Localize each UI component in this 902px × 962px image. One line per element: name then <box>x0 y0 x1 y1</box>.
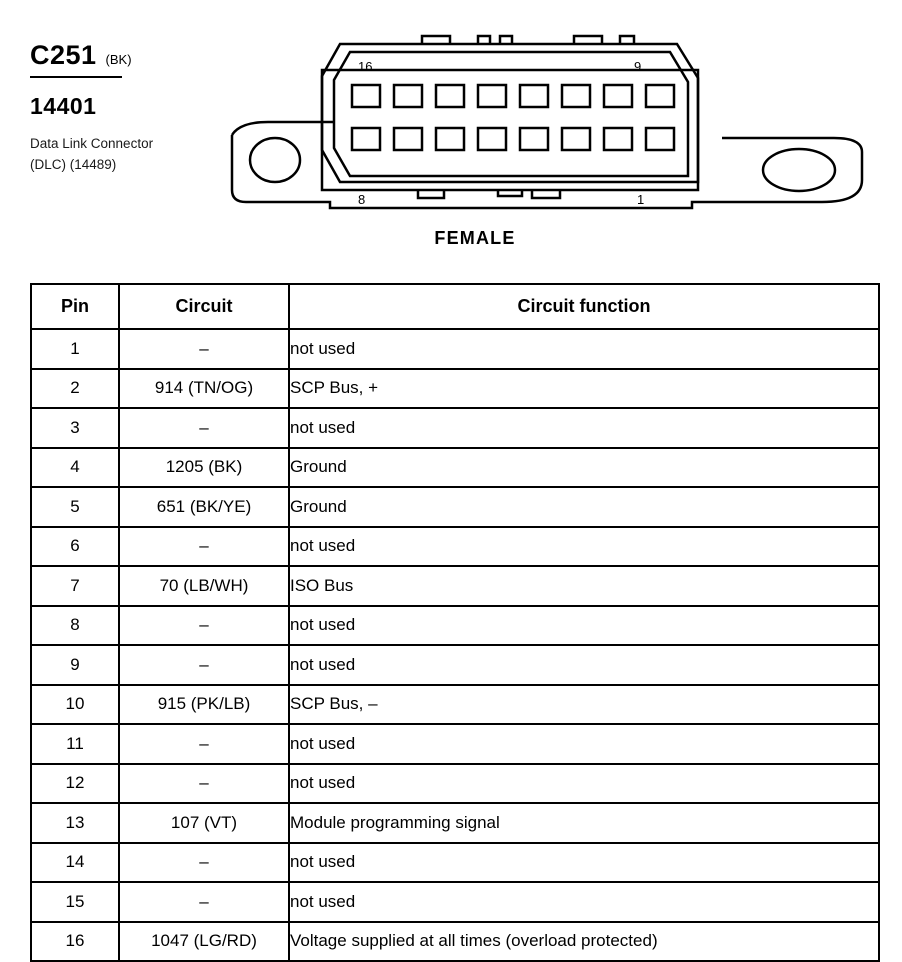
table-row <box>31 369 879 409</box>
table-row <box>31 527 879 567</box>
connector-gender-text: FEMALE <box>434 228 516 248</box>
cell-circuit-function: SCP Bus, – <box>289 685 879 725</box>
cell-circuit-function: not used <box>289 329 879 369</box>
connector-color-code: (BK) <box>105 52 132 67</box>
cavity-row-bottom <box>352 128 674 150</box>
cell-pin: 6 <box>31 527 119 567</box>
cell-circuit: – <box>119 527 289 567</box>
cell-circuit: – <box>119 606 289 646</box>
column-header-pin: Pin <box>31 284 119 329</box>
table-row <box>31 764 879 804</box>
cell-circuit: – <box>119 329 289 369</box>
cell-pin: 10 <box>31 685 119 725</box>
pin-table-body <box>31 329 879 961</box>
cell-circuit: 914 (TN/OG) <box>119 369 289 409</box>
cell-circuit-function: not used <box>289 408 879 448</box>
connector-part-number: 14401 <box>30 93 97 119</box>
connector-description-line-1: Data Link Connector <box>30 136 154 151</box>
cell-circuit: – <box>119 764 289 804</box>
cell-circuit: 70 (LB/WH) <box>119 566 289 606</box>
table-row <box>31 487 879 527</box>
cell-pin: 7 <box>31 566 119 606</box>
cell-circuit-function: not used <box>289 527 879 567</box>
table-row <box>31 329 879 369</box>
connector-diagram <box>222 30 872 205</box>
cell-pin: 12 <box>31 764 119 804</box>
connector-id-underline <box>30 76 122 78</box>
cell-pin: 14 <box>31 843 119 883</box>
cell-pin: 2 <box>31 369 119 409</box>
connector-gender-label <box>0 228 902 249</box>
column-header-circuit-function: Circuit function <box>289 284 879 329</box>
cell-pin: 5 <box>31 487 119 527</box>
cell-circuit-function: not used <box>289 724 879 764</box>
cell-pin: 4 <box>31 448 119 488</box>
cell-circuit-function: ISO Bus <box>289 566 879 606</box>
column-header-circuit: Circuit <box>119 284 289 329</box>
connector-label-block <box>30 40 220 176</box>
connector-description <box>30 134 220 176</box>
connector-id: C251 <box>30 40 97 70</box>
cell-pin: 1 <box>31 329 119 369</box>
table-row <box>31 922 879 962</box>
cell-circuit: 1205 (BK) <box>119 448 289 488</box>
table-row <box>31 408 879 448</box>
cell-circuit: 915 (PK/LB) <box>119 685 289 725</box>
pin-number-top-left: 16 <box>358 59 373 74</box>
connector-svg <box>222 30 872 210</box>
table-row <box>31 724 879 764</box>
cell-circuit: – <box>119 843 289 883</box>
cell-circuit: – <box>119 645 289 685</box>
cell-circuit-function: Module programming signal <box>289 803 879 843</box>
cell-pin: 13 <box>31 803 119 843</box>
cell-pin: 11 <box>31 724 119 764</box>
table-row <box>31 803 879 843</box>
cell-pin: 9 <box>31 645 119 685</box>
cell-pin: 8 <box>31 606 119 646</box>
cell-circuit-function: Ground <box>289 487 879 527</box>
cell-circuit-function: SCP Bus, + <box>289 369 879 409</box>
table-header-row <box>31 284 879 329</box>
cell-circuit: 1047 (LG/RD) <box>119 922 289 962</box>
cell-circuit: 107 (VT) <box>119 803 289 843</box>
cell-circuit-function: not used <box>289 843 879 883</box>
table-row <box>31 606 879 646</box>
pin-assignment-table <box>30 283 880 962</box>
cell-circuit-function: Ground <box>289 448 879 488</box>
mounting-hole-left <box>250 138 300 182</box>
cell-circuit-function: Voltage supplied at all times (overload protected) <box>289 922 879 962</box>
cavity-row-top <box>352 85 674 107</box>
table-row <box>31 843 879 883</box>
pin-number-bottom-left: 8 <box>358 192 366 207</box>
table-row <box>31 685 879 725</box>
table-row <box>31 448 879 488</box>
cell-pin: 16 <box>31 922 119 962</box>
connector-description-line-2: (DLC) (14489) <box>30 156 117 172</box>
cell-circuit-function: not used <box>289 882 879 922</box>
pin-number-top-right: 9 <box>634 59 642 74</box>
cell-pin: 3 <box>31 408 119 448</box>
cell-circuit: – <box>119 724 289 764</box>
mounting-hole-right <box>763 149 835 191</box>
cell-circuit-function: not used <box>289 645 879 685</box>
cell-circuit: – <box>119 408 289 448</box>
connector-id-row <box>30 40 220 71</box>
table-row <box>31 882 879 922</box>
connector-header <box>0 0 902 262</box>
table-row <box>31 645 879 685</box>
cell-circuit: – <box>119 882 289 922</box>
cell-circuit-function: not used <box>289 764 879 804</box>
pin-number-bottom-right: 1 <box>637 192 645 207</box>
cell-pin: 15 <box>31 882 119 922</box>
cell-circuit-function: not used <box>289 606 879 646</box>
cell-circuit: 651 (BK/YE) <box>119 487 289 527</box>
table-row <box>31 566 879 606</box>
